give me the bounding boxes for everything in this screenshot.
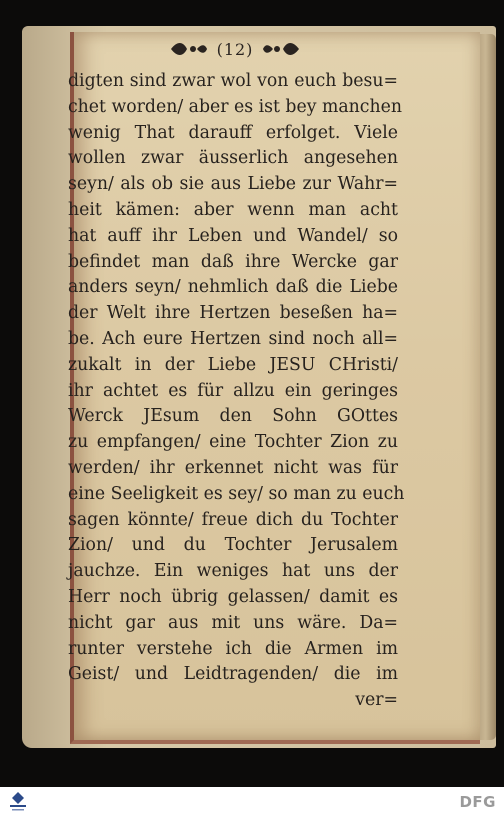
text-line: nicht gar aus mit uns wäre. Da= (68, 612, 398, 633)
text-line: Zion/ und du Tochter Jerusalem (68, 535, 398, 556)
text-line: heit kämen: aber wenn man acht (68, 199, 398, 220)
page-number: (12) (216, 39, 254, 59)
ornament-left-icon (169, 39, 209, 59)
text-line: Geist/ und Leidtragenden/ die im (68, 664, 398, 685)
text-line: befindet man daß ihre Wercke gar (68, 251, 398, 272)
text-line: sagen könnte/ freue dich du Tochter (68, 509, 398, 530)
viewer-footer (0, 787, 504, 817)
page-text (68, 69, 405, 714)
text-line: zu empfangen/ eine Tochter Zion zu (68, 432, 398, 453)
text-line: wollen zwar äusserlich angesehen (68, 148, 398, 169)
text-line: ihr achtet es für allzu ein geringes (68, 380, 398, 401)
text-line: chet worden/ aber es ist bey manchen (68, 96, 402, 117)
text-line: anders seyn/ nehmlich daß die Liebe (68, 277, 398, 298)
library-seal-icon (4, 790, 32, 814)
dfg-logo: DFG (459, 793, 496, 811)
text-line: seyn/ als ob sie aus Liebe zur Wahr= (68, 174, 398, 195)
text-line: hat auff ihr Leben und Wandel/ so (68, 225, 398, 246)
ornament-right-icon (261, 39, 301, 59)
text-line: jauchze. Ein weniges hat uns der (68, 561, 398, 582)
text-line: werden/ ihr erkennet nicht was für (68, 457, 398, 478)
page-header (160, 34, 310, 64)
text-line: digten sind zwar wol von euch besu= (68, 71, 398, 91)
text-line: zukalt in der Liebe JESU CHristi/ (68, 354, 398, 375)
text-line: wenig That darauff erfolget. Viele (68, 122, 398, 143)
text-line: runter verstehe ich die Armen im (68, 638, 398, 659)
text-line: be. Ach eure Hertzen sind noch all= (68, 328, 398, 349)
text-line: der Welt ihre Hertzen beseßen ha= (68, 303, 398, 324)
text-line: Herr noch übrig gelassen/ damit es (68, 586, 398, 607)
text-line: Werck JEsum den Sohn GOttes (68, 406, 398, 427)
text-line: eine Seeligkeit es sey/ so man zu euch (68, 483, 405, 504)
catchword: ver= (355, 690, 398, 711)
